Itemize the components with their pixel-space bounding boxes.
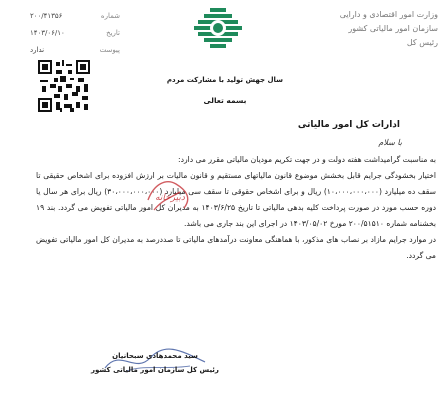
ministry-header [308, 8, 438, 50]
body-paragraph-3: در موارد جرایم مازاد بر نصاب های مذکور، با هماهنگی معاونت درآمدهای مالیاتی تا صددرصد به مدیران کل امور مالیاتی تفویض می گردد. [36, 235, 436, 260]
number-label: شماره [100, 12, 120, 20]
tax-organization-emblem-icon [190, 6, 246, 52]
stamp-text: دبیرخانه [155, 193, 185, 203]
bismillah-heading: بسمه تعالی [203, 96, 247, 105]
ministry-line-3: رئیس کل [406, 38, 438, 47]
attachment-label: پیوست [99, 46, 120, 54]
ministry-line-1: وزارت امور اقتصادی و دارایی [339, 10, 438, 19]
letter-date-row [30, 25, 120, 42]
salutation: با سلام [378, 138, 402, 147]
addressee: ادارات کل امور مالیاتی [297, 120, 400, 130]
body-paragraph-1: به مناسبت گرامیداشت هفته دولت و در جهت تکریم مودیان مالیاتی مقرر می دارد: [178, 155, 436, 164]
letter-number-row [30, 8, 120, 25]
signatory-name: سید محمدهادی سبحانیان [112, 352, 198, 360]
date-label: تاریخ [106, 29, 120, 37]
year-slogan: سال جهش تولید با مشارکت مردم [166, 76, 284, 84]
number-value: ۲۰۰/۴۱۳۵۶ [30, 12, 63, 20]
letter-attachment-row [30, 42, 120, 59]
letter-body [36, 152, 436, 264]
signature-mark [95, 340, 215, 380]
qr-code-icon [38, 60, 90, 112]
signatory-title: رئیس کل سازمان امور مالیاتی کشور [91, 366, 219, 374]
date-value: ۱۴۰۳/۰۶/۱۰ [30, 29, 65, 37]
red-stamp [140, 170, 200, 218]
body-paragraph-2: اختیار بخشودگی جرایم قابل بخشش موضوع قانون مالیاتهای مستقیم و قانون مالیات بر ارزش افزوده برای اشخاص حقیقی تا سقف ده میلیارد (۱۰،۰۰۰،۰۰۰،۰۰۰) ریال و برای اشخاص حقوقی تا سقف سی میلیارد (۳۰،۰۰۰،۰۰۰،۰۰۰) ریال برای هر سال یا دوره حسب مورد در صورت پرداخت کلیه بدهی مالیاتی تا تاریخ ۱۴۰۳/۶/۲۵ به مدیران کل امور مالیاتی تفویض می گردد. بند ۱۹ بخشنامه شماره ۲۰۰/۵۱۵۱۰ مورخ ۱۴۰۳/۰۵/۰۲ در اجرای این بند جاری می باشد. [36, 171, 436, 228]
attachment-value: ندارد [30, 46, 45, 54]
ministry-line-2: سازمان امور مالیاتی کشور [348, 24, 438, 33]
letter-meta [30, 8, 120, 59]
